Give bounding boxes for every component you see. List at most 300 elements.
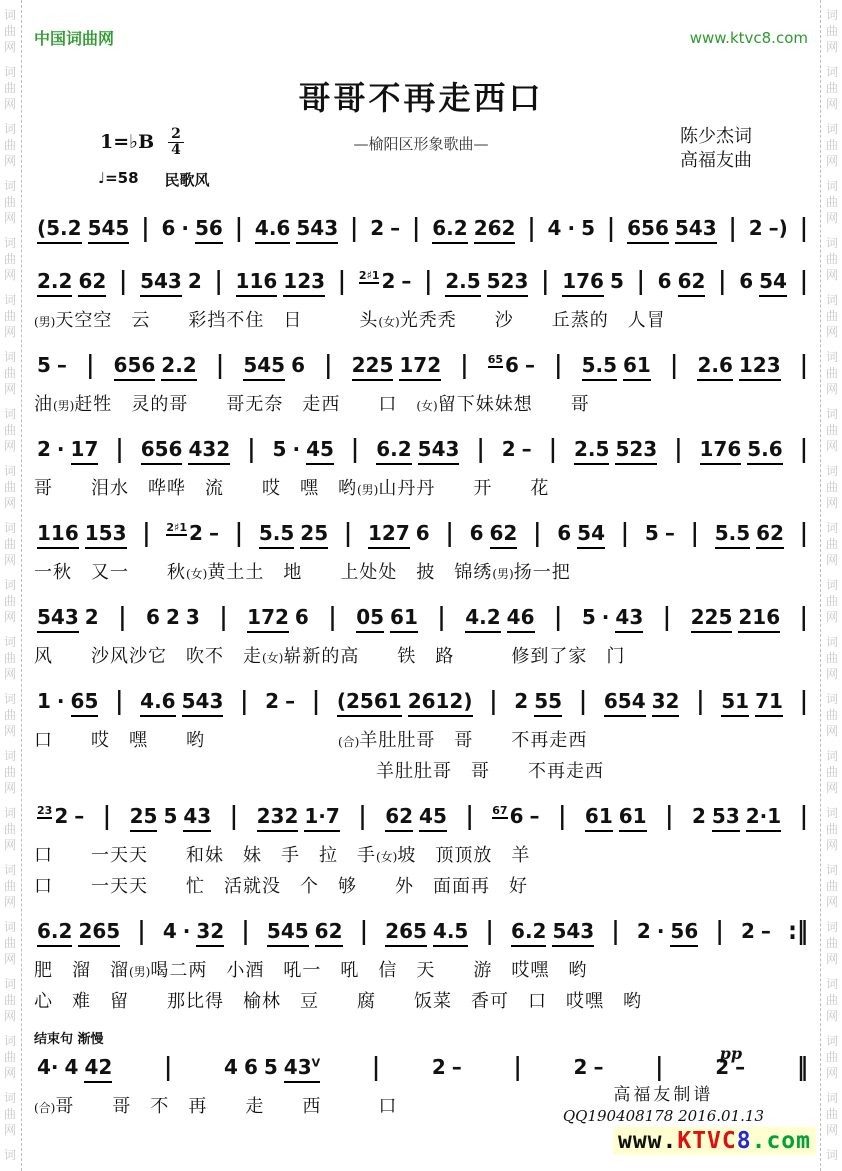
music-token: 543 bbox=[296, 217, 338, 244]
watermark-char: 词 bbox=[825, 236, 838, 250]
watermark-char: 词 bbox=[825, 407, 838, 421]
time-signature-denominator: 4 bbox=[168, 142, 184, 158]
music-token: 5 bbox=[163, 804, 178, 828]
music-measure bbox=[429, 216, 518, 244]
barline: | bbox=[662, 603, 671, 632]
watermark-char: 词 bbox=[3, 1148, 16, 1162]
watermark-char: 曲 bbox=[3, 993, 16, 1007]
music-measure bbox=[34, 689, 101, 717]
music-measure bbox=[373, 437, 462, 465]
breath-mark: V bbox=[311, 1056, 321, 1070]
voice-marker: (男) bbox=[34, 315, 56, 329]
music-measure bbox=[34, 216, 132, 244]
watermark-char: 词 bbox=[825, 692, 838, 706]
music-measure bbox=[559, 269, 627, 297]
barline: | bbox=[799, 351, 808, 380]
barline: | bbox=[102, 802, 111, 831]
left-dashed-border bbox=[21, 0, 22, 1171]
watermark-char: 词 bbox=[3, 1034, 16, 1048]
site-url: www.ktvc8.com bbox=[689, 28, 808, 47]
music-token: 45 bbox=[419, 805, 447, 832]
music-token: 5 bbox=[609, 269, 624, 293]
lyrics-line: 油(男)赶牲 灵的哥 哥无奈 走西 口 (女)留下妹妹想 哥 bbox=[34, 394, 590, 415]
watermark-char: 网 bbox=[3, 154, 16, 168]
watermark-char: 网 bbox=[3, 382, 16, 396]
music-token: 656 bbox=[627, 217, 669, 244]
music-measure bbox=[511, 689, 565, 717]
music-token: 5 bbox=[581, 216, 595, 240]
watermark-char: 网 bbox=[825, 667, 838, 681]
music-token: 2 bbox=[573, 1055, 588, 1079]
barline: | bbox=[718, 267, 727, 296]
watermark-char: 词 bbox=[3, 350, 16, 364]
music-token: 4.6 bbox=[255, 217, 290, 244]
music-token: · bbox=[182, 919, 191, 943]
music-token: 32 bbox=[196, 920, 224, 947]
barline: | bbox=[655, 1053, 664, 1082]
music-token: – bbox=[56, 353, 67, 377]
music-token: 2.5 bbox=[445, 270, 480, 297]
music-measure bbox=[264, 919, 346, 947]
music-token: 2 bbox=[187, 269, 202, 293]
watermark-char: 词 bbox=[3, 179, 16, 193]
music-token: 2 bbox=[501, 437, 516, 461]
music-token: 2 bbox=[431, 1055, 446, 1079]
music-measure bbox=[34, 919, 123, 947]
watermark-char: 曲 bbox=[3, 822, 16, 836]
music-token: 543 bbox=[675, 217, 717, 244]
music-token: · bbox=[601, 605, 610, 629]
watermark-char: 词 bbox=[825, 578, 838, 592]
music-token: 543 bbox=[552, 920, 594, 947]
barline: | bbox=[485, 917, 494, 946]
qq-date-credit: QQ190408178 2016.01.13 bbox=[562, 1107, 764, 1125]
barline: | bbox=[476, 435, 485, 464]
watermark-char: 网 bbox=[825, 211, 838, 225]
music-token: 2 bbox=[370, 216, 385, 240]
music-token: 43 bbox=[615, 606, 643, 633]
watermark-char: 网 bbox=[825, 97, 838, 111]
watermark-char: 词 bbox=[3, 863, 16, 877]
music-token: 2·1 bbox=[746, 805, 781, 832]
music-token: 523 bbox=[487, 270, 529, 297]
music-measure bbox=[262, 689, 298, 715]
watermark-char: 词 bbox=[825, 122, 838, 136]
music-line bbox=[34, 683, 808, 721]
music-token: 225 bbox=[352, 354, 394, 381]
music-measure bbox=[429, 1055, 465, 1081]
music-token: 6 bbox=[557, 521, 572, 545]
music-token: 2 bbox=[748, 216, 763, 240]
music-measure bbox=[221, 1055, 323, 1083]
watermark-char: 网 bbox=[825, 724, 838, 738]
music-measure bbox=[697, 437, 786, 465]
watermark-char: 词 bbox=[3, 806, 16, 820]
music-token: 17 bbox=[71, 438, 99, 465]
music-measure bbox=[34, 804, 87, 830]
music-measure bbox=[252, 216, 341, 244]
watermark-char: 网 bbox=[825, 610, 838, 624]
system bbox=[34, 210, 808, 248]
site-name: 中国词曲网 bbox=[34, 29, 115, 48]
lyrics-line: 羊肚肚哥 哥 不再走西 bbox=[34, 761, 604, 782]
watermark-char: 词 bbox=[825, 521, 838, 535]
song-title: 哥哥不再走西口 bbox=[298, 79, 544, 117]
music-token: 656 bbox=[141, 438, 183, 465]
lyricist: 陈少杰词 bbox=[680, 126, 752, 147]
barline: ‖ bbox=[796, 1053, 808, 1082]
music-line bbox=[34, 913, 808, 951]
watermark-char: 曲 bbox=[3, 594, 16, 608]
barline: | bbox=[489, 687, 498, 716]
voice-marker: (男) bbox=[53, 399, 75, 413]
barline: | bbox=[86, 351, 95, 380]
music-token: 61 bbox=[619, 805, 647, 832]
barline: | bbox=[118, 603, 127, 632]
barline: | bbox=[137, 917, 146, 946]
voice-marker: (女) bbox=[416, 399, 438, 413]
music-token: (2561 bbox=[337, 690, 402, 717]
music-measure bbox=[712, 521, 787, 549]
music-token: 2 bbox=[691, 804, 706, 828]
music-token: 6 bbox=[739, 269, 754, 293]
watermark-char: 词 bbox=[825, 749, 838, 763]
music-token: 127 bbox=[368, 522, 410, 549]
music-token: 65 bbox=[71, 690, 99, 717]
watermark-char: 曲 bbox=[825, 708, 838, 722]
lyrics-line: 口 哎 嘿 哟 (合)羊肚肚哥 哥 不再走西 bbox=[34, 730, 588, 751]
music-measure bbox=[382, 804, 450, 832]
music-token: 42 bbox=[84, 1056, 112, 1083]
barline: | bbox=[219, 603, 228, 632]
watermark-char: 词 bbox=[825, 65, 838, 79]
watermark-char: 网 bbox=[3, 781, 16, 795]
music-token: 172 bbox=[247, 606, 289, 633]
music-token: 6.2 bbox=[511, 920, 546, 947]
music-measure bbox=[688, 605, 784, 633]
watermark-char: 词 bbox=[825, 806, 838, 820]
watermark-char: 曲 bbox=[3, 81, 16, 95]
barline: | bbox=[358, 802, 367, 831]
music-token: 545 bbox=[243, 354, 285, 381]
barline: | bbox=[164, 1053, 173, 1082]
music-token: 4· bbox=[37, 1055, 59, 1079]
barline: | bbox=[541, 267, 550, 296]
music-token: 116 bbox=[236, 270, 278, 297]
music-measure bbox=[158, 216, 225, 244]
music-token: 32 bbox=[652, 690, 680, 717]
watermark-char: 曲 bbox=[3, 708, 16, 722]
music-token: 4 bbox=[64, 1055, 79, 1079]
watermark-char: 词 bbox=[3, 635, 16, 649]
music-token: 6 bbox=[415, 521, 430, 545]
music-token: 545 bbox=[88, 217, 130, 244]
music-token: 176 bbox=[700, 438, 742, 465]
tempo-row bbox=[98, 169, 210, 190]
music-token: 71 bbox=[755, 690, 783, 717]
music-measure bbox=[545, 216, 598, 242]
music-token: 62 bbox=[385, 805, 413, 832]
lyrics-line: (合)哥 哥 不 再 走 西 口 bbox=[34, 1096, 398, 1117]
music-measure bbox=[571, 437, 660, 465]
watermark-char: 曲 bbox=[825, 1050, 838, 1064]
music-token: 6.2 bbox=[37, 920, 72, 947]
music-token: 5.5 bbox=[715, 522, 750, 549]
music-token: 656 bbox=[114, 354, 156, 381]
music-token: – bbox=[735, 1055, 746, 1079]
footer-logo-part: www. bbox=[617, 1128, 678, 1154]
watermark-char: 曲 bbox=[3, 423, 16, 437]
barline: | bbox=[445, 519, 454, 548]
music-token: 2 bbox=[265, 689, 280, 713]
lyrics-line: 口 一天天 忙 活就没 个 够 外 面面再 好 bbox=[34, 876, 528, 897]
music-token: 53 bbox=[712, 805, 740, 832]
barline: | bbox=[799, 267, 808, 296]
watermark-char: 曲 bbox=[3, 366, 16, 380]
barline: | bbox=[460, 351, 469, 380]
music-measure bbox=[143, 605, 203, 631]
watermark-char: 词 bbox=[825, 1148, 838, 1162]
authors bbox=[680, 125, 752, 174]
voice-marker: (男) bbox=[492, 567, 514, 581]
system bbox=[34, 798, 808, 898]
barline: | bbox=[229, 802, 238, 831]
music-measure bbox=[233, 269, 329, 297]
music-token: 4.2 bbox=[465, 606, 500, 633]
music-token: 4 bbox=[224, 1055, 238, 1079]
voice-marker: (女) bbox=[262, 651, 284, 665]
grace-note: 65 bbox=[487, 353, 504, 366]
music-measure bbox=[499, 437, 535, 463]
watermark-char: 词 bbox=[825, 635, 838, 649]
music-token: 543 bbox=[140, 270, 182, 297]
barline: | bbox=[241, 917, 250, 946]
lyrics-line: 心 难 留 那比得 榆林 豆 腐 饭菜 香可 口 哎嘿 哟 bbox=[34, 991, 642, 1012]
music-token: $^{67}$ 6 bbox=[492, 804, 524, 828]
barline: | bbox=[696, 687, 705, 716]
music-measure bbox=[34, 353, 70, 379]
watermark-char: 曲 bbox=[825, 195, 838, 209]
music-token: 153 bbox=[85, 522, 127, 549]
watermark-char: 曲 bbox=[3, 138, 16, 152]
music-token: 265 bbox=[78, 920, 120, 947]
barline: | bbox=[328, 603, 337, 632]
music-token: 62 bbox=[490, 522, 518, 549]
music-token: 5 bbox=[37, 353, 51, 377]
music-measure bbox=[334, 689, 476, 717]
barline: | bbox=[799, 802, 808, 831]
lyrics-line: 哥 泪水 哗哗 流 哎 嘿 哟(男)山丹丹 开 花 bbox=[34, 478, 550, 499]
footer-logo-part: .com bbox=[751, 1128, 811, 1154]
music-token: 2 bbox=[636, 919, 651, 943]
watermark-char: 网 bbox=[825, 154, 838, 168]
right-watermark-column bbox=[823, 0, 841, 1171]
barline: | bbox=[240, 687, 249, 716]
music-measure bbox=[571, 1055, 607, 1081]
time-signature-numerator: 2 bbox=[171, 126, 181, 142]
music-measure bbox=[736, 269, 790, 297]
watermark-char: 网 bbox=[3, 40, 16, 54]
music-measure bbox=[34, 521, 130, 549]
watermark-char: 词 bbox=[825, 977, 838, 991]
watermark-char: 词 bbox=[825, 1034, 838, 1048]
watermark-char: 词 bbox=[825, 920, 838, 934]
music-token: – bbox=[390, 216, 401, 240]
barline: | bbox=[465, 802, 474, 831]
barline: | bbox=[119, 267, 128, 296]
music-token: 25 bbox=[130, 805, 158, 832]
music-token: 2 bbox=[37, 437, 51, 461]
music-token: 216 bbox=[738, 606, 780, 633]
lyrics-line: 风 沙风沙它 吹不 走(女)崭新的高 铁 路 修到了家 门 bbox=[34, 646, 626, 667]
music-token: 6.2 bbox=[432, 217, 467, 244]
music-token: 6 bbox=[294, 605, 309, 629]
watermark-char: 词 bbox=[3, 236, 16, 250]
watermark-char: 词 bbox=[3, 977, 16, 991]
music-measure bbox=[34, 437, 101, 465]
barline: | bbox=[799, 435, 808, 464]
music-token: – bbox=[664, 521, 675, 545]
music-token: 43 bbox=[183, 805, 211, 832]
barline: | bbox=[234, 214, 243, 243]
watermark-char: 网 bbox=[825, 496, 838, 510]
watermark-char: 曲 bbox=[825, 138, 838, 152]
voice-marker: (合) bbox=[338, 735, 360, 749]
watermark-char: 网 bbox=[825, 895, 838, 909]
watermark-char: 曲 bbox=[825, 309, 838, 323]
music-token: 2 bbox=[84, 605, 99, 629]
watermark-char: 网 bbox=[825, 553, 838, 567]
watermark-char: 曲 bbox=[825, 366, 838, 380]
watermark-char: 词 bbox=[825, 8, 838, 22]
music-token: · bbox=[56, 689, 65, 713]
barline: | bbox=[799, 687, 808, 716]
music-measure bbox=[353, 605, 421, 633]
system bbox=[34, 515, 808, 584]
music-token: 62 bbox=[678, 270, 706, 297]
watermark-char: 词 bbox=[825, 350, 838, 364]
watermark-char: 曲 bbox=[825, 480, 838, 494]
watermark-char: 网 bbox=[3, 1009, 16, 1023]
watermark-char: 词 bbox=[825, 179, 838, 193]
barline: | bbox=[247, 435, 256, 464]
barline: | bbox=[115, 687, 124, 716]
watermark-char: 曲 bbox=[3, 879, 16, 893]
music-measure bbox=[127, 804, 215, 832]
lyrics-line: 肥 溜 溜(男)喝二两 小酒 吼一 吼 信 天 游 哎嘿 哟 bbox=[34, 960, 588, 981]
watermark-char: 网 bbox=[825, 1123, 838, 1137]
music-measure bbox=[256, 521, 331, 549]
barline: | bbox=[554, 351, 563, 380]
music-token: – bbox=[529, 804, 540, 828]
music-token: 543 bbox=[37, 606, 79, 633]
watermark-char: 网 bbox=[3, 838, 16, 852]
key-label: 1=♭B bbox=[100, 131, 155, 154]
music-measure bbox=[349, 353, 445, 381]
music-token: · bbox=[181, 216, 189, 240]
barline: :‖ bbox=[788, 917, 808, 946]
tempo-marking: ♩=58 bbox=[98, 169, 139, 187]
barline: | bbox=[665, 802, 674, 831]
watermark-char: 网 bbox=[3, 97, 16, 111]
system bbox=[34, 431, 808, 500]
music-token: 6 bbox=[161, 216, 176, 240]
music-line bbox=[34, 798, 808, 836]
barline: | bbox=[715, 917, 724, 946]
watermark-char: 词 bbox=[825, 293, 838, 307]
watermark-char: 曲 bbox=[3, 1107, 16, 1121]
watermark-char: 网 bbox=[825, 952, 838, 966]
barline: | bbox=[359, 917, 368, 946]
music-token: 2 bbox=[715, 1055, 730, 1079]
music-measure bbox=[442, 269, 531, 297]
music-token: 61 bbox=[623, 354, 651, 381]
music-token: $^{2♯1}$ 2 bbox=[358, 269, 396, 293]
music-token: 172 bbox=[399, 354, 441, 381]
music-token: 123 bbox=[283, 270, 325, 297]
barline: | bbox=[337, 267, 346, 296]
music-token: 2.2 bbox=[37, 270, 72, 297]
music-token: · bbox=[567, 216, 576, 240]
watermark-char: 词 bbox=[3, 65, 16, 79]
left-watermark-column bbox=[1, 0, 19, 1171]
music-token: – bbox=[401, 269, 412, 293]
footer-site-logo bbox=[613, 1127, 816, 1155]
watermark-char: 词 bbox=[3, 464, 16, 478]
music-measure bbox=[356, 269, 415, 295]
footer-logo-part: KTVC bbox=[677, 1128, 737, 1154]
sheet-page bbox=[34, 0, 808, 1164]
watermark-char: 词 bbox=[825, 863, 838, 877]
grace-note: 23 bbox=[37, 804, 53, 817]
voice-marker: (男) bbox=[357, 483, 379, 497]
music-token: 6 bbox=[657, 269, 672, 293]
music-measure bbox=[582, 804, 650, 832]
site-header bbox=[34, 0, 808, 49]
music-measure bbox=[137, 689, 226, 717]
systems bbox=[34, 210, 808, 1164]
barline: | bbox=[350, 214, 359, 243]
music-token: 2.2 bbox=[161, 354, 196, 381]
music-measure bbox=[601, 689, 683, 717]
music-token: 4 bbox=[162, 919, 177, 943]
music-token: $^{65}$ 6 bbox=[487, 353, 519, 377]
watermark-char: 曲 bbox=[3, 480, 16, 494]
engraver-credit: 高福友制谱 bbox=[613, 1085, 714, 1105]
watermark-char: 曲 bbox=[3, 765, 16, 779]
barline: | bbox=[548, 435, 557, 464]
right-dashed-border bbox=[820, 0, 821, 1171]
music-line bbox=[34, 347, 808, 385]
barline: | bbox=[311, 687, 320, 716]
watermark-char: 词 bbox=[3, 8, 16, 22]
barline: | bbox=[533, 519, 542, 548]
watermark-char: 曲 bbox=[825, 252, 838, 266]
music-token: 6 bbox=[291, 353, 305, 377]
music-token: – bbox=[760, 919, 771, 943]
barline: | bbox=[142, 519, 151, 548]
music-token: 6 bbox=[469, 521, 484, 545]
music-token: 2612) bbox=[408, 690, 473, 717]
watermark-char: 曲 bbox=[3, 651, 16, 665]
watermark-char: 曲 bbox=[825, 651, 838, 665]
music-token: · bbox=[292, 437, 301, 461]
watermark-char: 网 bbox=[3, 667, 16, 681]
ending-label: 结束句 渐慢 bbox=[34, 1032, 104, 1047]
barline: | bbox=[674, 435, 683, 464]
music-line bbox=[34, 431, 808, 469]
music-token: 5 bbox=[644, 521, 659, 545]
